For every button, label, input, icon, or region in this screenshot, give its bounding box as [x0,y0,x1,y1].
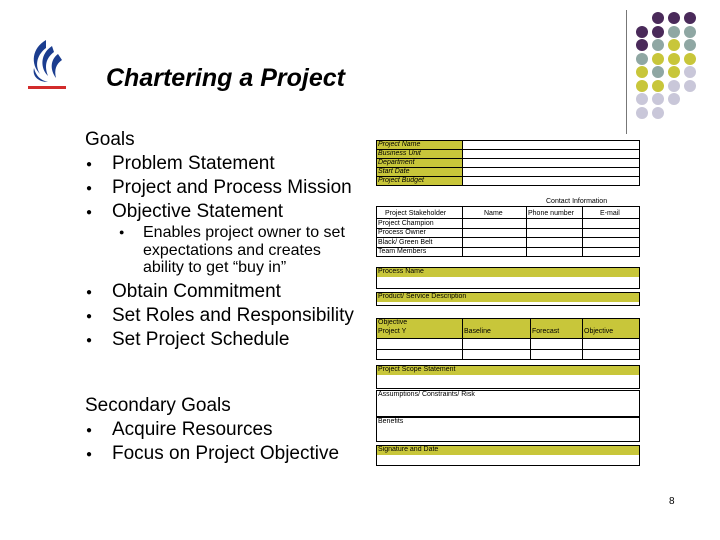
decorative-dot [652,12,664,24]
decorative-dot-grid [636,12,716,122]
project-charter-form [376,140,640,466]
goal-item: ● Set Roles and Responsibility [85,304,375,328]
grid-line [376,218,640,219]
goal-item: ● Obtain Commitment [85,280,375,304]
goals-heading: Goals [85,129,135,150]
decorative-dot [652,26,664,38]
stakeholder-row: Team Members [378,248,427,255]
grid-line [462,140,463,186]
field-start-date: Start Date [378,168,410,175]
secondary-goal-item: ● Focus on Project Objective [85,442,375,466]
product-desc-label: Product/ Service Description [378,293,467,300]
name-col-header: Name [484,210,503,217]
field-project-name: Project Name [378,141,421,148]
project-y-label: Project Y [378,328,407,335]
decorative-dot [652,66,664,78]
decorative-dot [668,53,680,65]
stakeholder-col-header: Project Stakeholder [385,210,447,217]
baseline-col-header: Baseline [464,328,491,335]
objective-col-header: Objective [584,328,614,335]
objective-box [376,318,640,360]
grid-line [582,318,583,360]
signature-label: Signature and Date [378,446,439,453]
forecast-col-header: Forecast [532,328,560,335]
goals-list [85,128,375,352]
decorative-dot [668,12,680,24]
phone-col-header: Phone number [528,210,574,217]
contact-info-label: Contact Information [546,198,608,205]
stakeholder-row: Process Owner [378,229,426,236]
email-col-header: E-mail [600,210,620,217]
process-name-label: Process Name [378,268,424,275]
decorative-dot [684,26,696,38]
decorative-dot [636,66,648,78]
scope-label: Project Scope Statement [378,366,456,373]
decorative-dot [668,66,680,78]
decorative-dot [684,66,696,78]
grid-line [376,338,640,339]
decorative-dot [652,107,664,119]
goal-subitem: ● Enables project owner to set expectations and creates ability to get “buy in” [143,224,353,277]
grid-line [376,349,640,350]
decorative-dot [668,39,680,51]
goal-item: ● Set Project Schedule [85,328,375,352]
page-number: 8 [669,496,675,507]
decorative-dot [636,80,648,92]
objective-label: Objective [378,319,408,326]
decorative-dot [636,107,648,119]
decorative-dot [652,80,664,92]
decorative-dot [684,80,696,92]
assumptions-label: Assumptions/ Constraints/ Risk [378,391,475,398]
goal-item: ● Project and Process Mission [85,176,375,200]
grid-line [530,318,531,360]
secondary-goal-item: ● Acquire Resources [85,418,375,442]
field-department: Department [378,159,415,166]
benefits-box [376,417,640,442]
grid-line [376,237,640,238]
decorative-dot [684,39,696,51]
grid-line [376,158,640,159]
goal-item: ● Problem Statement [85,152,375,176]
decorative-dot [668,26,680,38]
decorative-dot [668,80,680,92]
decorative-dot [636,39,648,51]
field-business-unit: Business Unit [378,150,421,157]
stakeholder-row: Project Champion [378,220,434,227]
benefits-label: Benefits [378,418,404,425]
secondary-goals-heading: Secondary Goals [85,395,231,416]
decorative-dot [684,12,696,24]
decorative-dot [636,53,648,65]
grid-line [462,318,463,360]
decorative-dot [668,93,680,105]
stakeholder-row: Black/ Green Belt [378,239,433,246]
grid-line [462,206,463,257]
decorative-dot [636,26,648,38]
grid-line [526,206,527,257]
decorative-dot [652,39,664,51]
decorative-dot [684,53,696,65]
field-project-budget: Project Budget [378,177,424,184]
grid-line [376,167,640,168]
grid-line [582,206,583,257]
slide-title: Chartering a Project [106,64,345,92]
decorative-dot [636,93,648,105]
university-flame-logo [24,38,70,94]
goal-item: ● Objective Statement [85,200,375,224]
divider-line [626,10,627,134]
decorative-dot [652,53,664,65]
secondary-goals-list [85,394,375,466]
decorative-dot [652,93,664,105]
